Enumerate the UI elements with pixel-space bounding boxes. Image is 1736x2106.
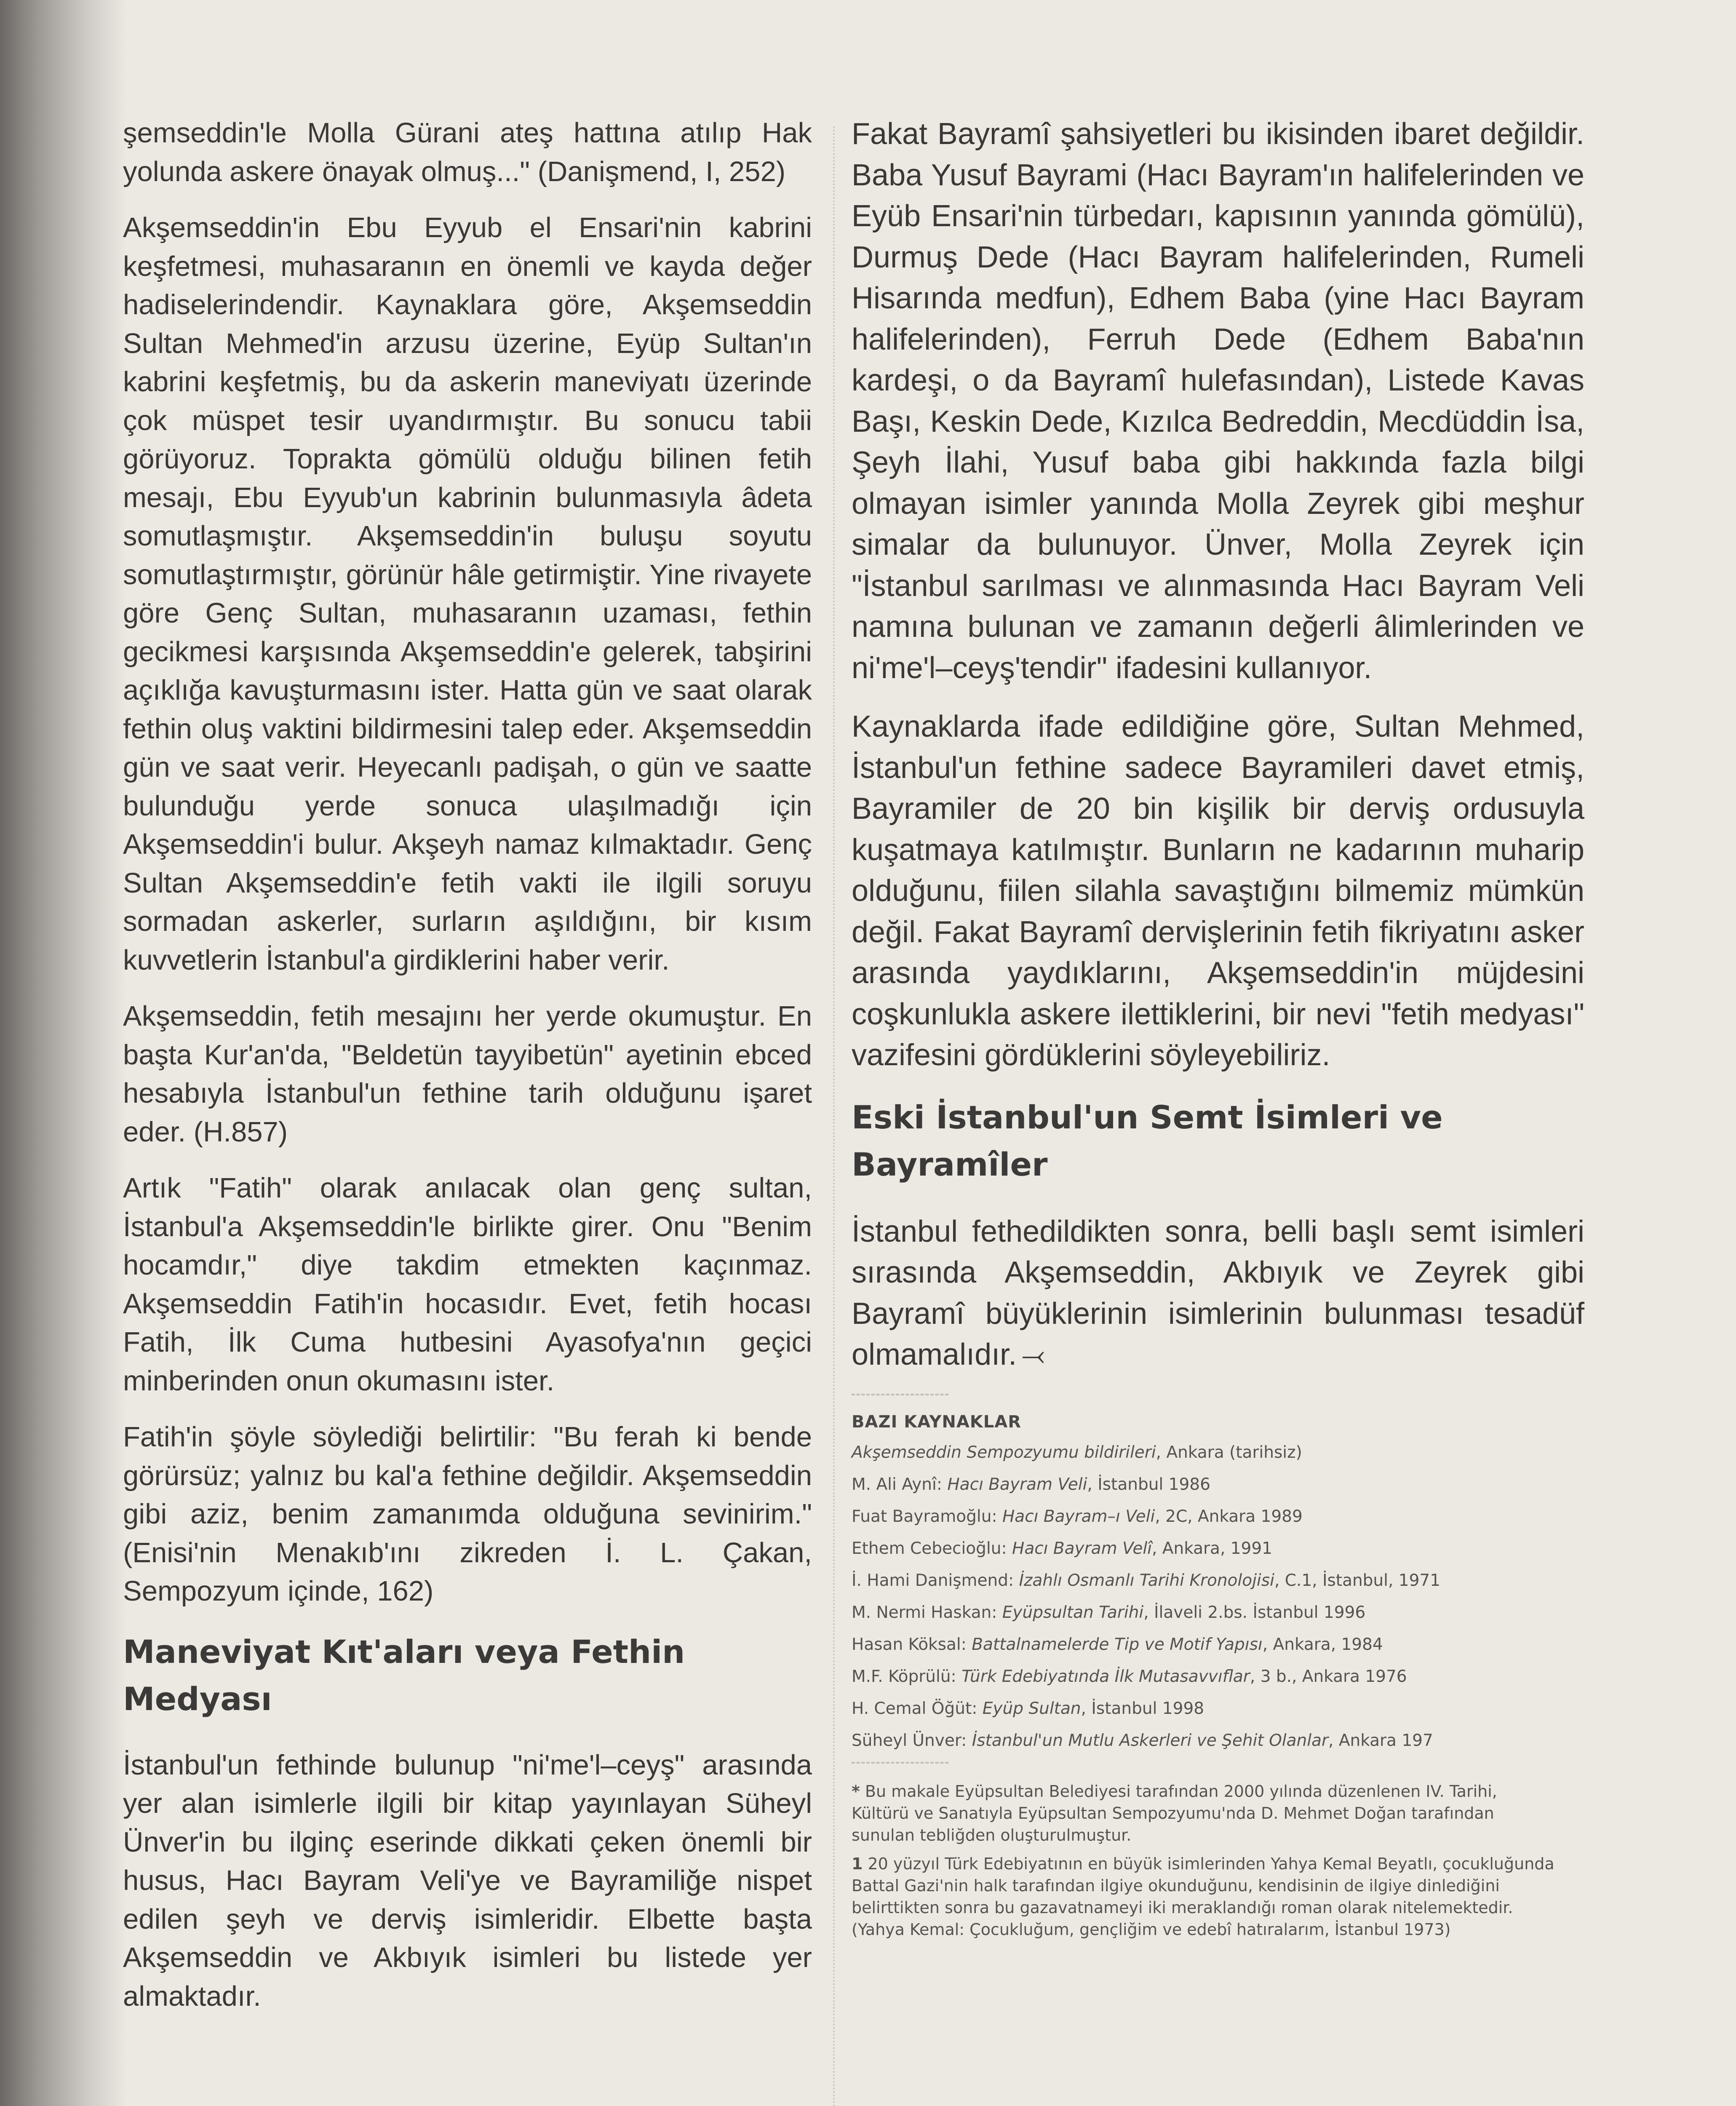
footnote-marker: 1 — [852, 1854, 863, 1873]
references — [852, 1412, 1584, 1752]
reference-details: , Ankara, 1984 — [1262, 1635, 1383, 1654]
reference-details: , İstanbul 1986 — [1087, 1475, 1210, 1494]
reference-details: , C.1, İstanbul, 1971 — [1274, 1571, 1441, 1590]
left-column — [123, 114, 812, 2033]
reference-title: Hacı Bayram Velî — [1012, 1539, 1152, 1558]
reference-item — [852, 1474, 1584, 1496]
reference-author: Süheyl Ünver: — [852, 1731, 972, 1750]
paragraph: Kaynaklarda ifade edildiğine göre, Sultan Mehmed, İstanbul'un fethine sadece Bayramileri davet etmiş, Bayramiler de 20 bin kişilik bir derviş ordusuyla kuşatmaya katılmıştır. Bunların ne kadarının muharip olduğunu, fiilen silahla savaştığını bilmemiz mümkün değil. Fakat Bayramî dervişlerinin fetih fikriyatını asker arasında yaydıklarını, Akşemseddin'in müjdesini coşkunlukla askere ilettiklerini, bir nevi "fetih medyası" vazifesini gördüklerini söyleyebiliriz. — [852, 710, 1584, 1072]
divider — [852, 1394, 948, 1395]
reference-item — [852, 1538, 1584, 1560]
right-column — [852, 114, 1584, 1947]
reference-title: Eyüpsultan Tarihi — [1002, 1603, 1144, 1622]
reference-item — [852, 1698, 1584, 1720]
reference-item — [852, 1634, 1584, 1656]
paragraph-text: İstanbul fethedildikten sonra, belli başlı semt isimleri sırasında Akşemseddin, Akbıyık ve Zeyrek gibi Bayramî büyüklerinin isimlerinin bulunması tesadüf olmamalıdır. — [852, 1214, 1584, 1371]
paragraph: Artık "Fatih" olarak anılacak olan genç sultan, İstanbul'a Akşemseddin'le birlikte girer. Onu "Benim hocamdır," diye takdim etmekten kaçınmaz. Akşemseddin Fatih'in hocasıdır. Evet, fetih hocası Fatih, İlk Cuma hutbesini Ayasofya'nın geçici minberinden onun okumasını ister. — [123, 1172, 812, 1397]
section-heading: Eski İstanbul'un Semt İsimleri ve Bayramîler — [852, 1098, 1443, 1183]
reference-details: , Ankara 197 — [1328, 1731, 1433, 1750]
reference-item — [852, 1442, 1584, 1464]
reference-title: Hacı Bayram–ı Veli — [1002, 1507, 1155, 1526]
reference-item — [852, 1506, 1584, 1528]
reference-title: İstanbul'un Mutlu Askerleri ve Şehit Olanlar — [972, 1731, 1329, 1750]
reference-title: Hacı Bayram Veli — [947, 1475, 1087, 1494]
reference-author: Hasan Köksal: — [852, 1635, 972, 1654]
reference-title: Eyüp Sultan — [982, 1699, 1081, 1718]
paragraph: Fatih'in şöyle söylediği belirtilir: "Bu ferah ki bende görürsüz; yalnız bu kal'a fethine değildir. Akşemseddin gibi aziz, benim zamanımda olduğuna sevinirim." (Enisi'nin Menakıb'ını zikreden İ. L. Çakan, Sempozyum içinde, 162) — [123, 1421, 812, 1607]
reference-author: M. Ali Aynî: — [852, 1475, 948, 1494]
reference-details: , İlaveli 2.bs. İstanbul 1996 — [1143, 1603, 1366, 1622]
reference-item — [852, 1602, 1584, 1624]
reference-details: , 2C, Ankara 1989 — [1155, 1507, 1303, 1526]
column-divider — [833, 126, 835, 2106]
footnote — [852, 1780, 1584, 1846]
end-of-article-icon: ⤙ — [1022, 1339, 1045, 1371]
references-list — [852, 1442, 1584, 1752]
footnote-marker: * — [852, 1782, 860, 1801]
paragraph: şemseddin'le Molla Gürani ateş hattına atılıp Hak yolunda askere önayak olmuş..." (Danişmend, I, 252) — [123, 117, 812, 187]
paragraph — [852, 1211, 1584, 1376]
book-spine-shadow — [0, 0, 126, 2106]
reference-title: Battalnamelerde Tip ve Motif Yapısı — [972, 1635, 1263, 1654]
reference-item — [852, 1570, 1584, 1592]
reference-title: Türk Edebiyatında İlk Mutasavvıflar — [961, 1667, 1250, 1686]
reference-details: , 3 b., Ankara 1976 — [1250, 1667, 1407, 1686]
reference-author: Fuat Bayramoğlu: — [852, 1507, 1002, 1526]
divider — [852, 1762, 948, 1764]
reference-title: İzahlı Osmanlı Tarihi Kronolojisi — [1019, 1571, 1274, 1590]
reference-item — [852, 1730, 1584, 1752]
reference-author: M. Nermi Haskan: — [852, 1603, 1002, 1622]
paragraph: İstanbul'un fethinde bulunup "ni'me'l–ceyş" arasında yer alan isimlerle ilgili bir kitap yayınlayan Süheyl Ünver'in bu ilginç eserinde dikkati çeken önemli bir husus, Hacı Bayram Veli'ye ve Bayramiliğe nispet edilen şeyh ve derviş isimleridir. Elbette başta Akşemseddin ve Akbıyık isimleri bu listede yer almaktadır. — [123, 1749, 812, 2012]
reference-author: Ethem Cebecioğlu: — [852, 1539, 1012, 1558]
reference-details: , Ankara (tarihsiz) — [1156, 1443, 1302, 1462]
section-heading: Maneviyat Kıt'aları veya Fethin Medyası — [123, 1633, 685, 1718]
references-title: BAZI KAYNAKLAR — [852, 1412, 1022, 1432]
footnote-text: Bu makale Eyüpsultan Belediyesi tarafından 2000 yılında düzenlenen IV. Tarihi, Kültürü ve Sanatıyla Eyüpsultan Sempozyumu'nda D. Mehmet Doğan tarafından sunulan tebliğden oluşturulmuştur. — [852, 1782, 1497, 1844]
reference-author: M.F. Köprülü: — [852, 1667, 962, 1686]
reference-author: H. Cemal Öğüt: — [852, 1699, 983, 1718]
reference-author: İ. Hami Danişmend: — [852, 1571, 1019, 1590]
paragraph: Fakat Bayramî şahsiyetleri bu ikisinden ibaret değildir. Baba Yusuf Bayrami (Hacı Bayram'ın halifelerinden ve Eyüb Ensari'nin türbedarı, kapısının yanında gömülü), Durmuş Dede (Hacı Bayram halifelerinden, Rumeli Hisarında medfun), Edhem Baba (yine Hacı Bayram halifelerinden), Ferruh Dede (Edhem Baba'nın kardeşi, o da Bayramî hulefasından), Listede Kavas Başı, Keskin Dede, Kızılca Bedreddin, Mecdüddin İsa, Şeyh İlahi, Yusuf baba gibi hakkında fazla bilgi olmayan isimler yanında Molla Zeyrek gibi meşhur simalar da bulunuyor. Ünver, Molla Zeyrek için "İstanbul sarılması ve alınmasında Hacı Bayram Veli namına bulunan ve zamanın değerli âlimlerinden ve ni'me'l–ceyş'tendir" ifadesini kullanıyor. — [852, 117, 1584, 685]
paragraph: Akşemseddin, fetih mesajını her yerde okumuştur. En başta Kur'an'da, "Beldetün tayyibetün" ayetinin ebced hesabıyla İstanbul'un fethine tarih olduğunu işaret eder. (H.857) — [123, 1000, 812, 1148]
paragraph: Akşemseddin'in Ebu Eyyub el Ensari'nin kabrini keşfetmesi, muhasaranın en önemli ve kayda değer hadiselerindendir. Kaynaklara göre, Akşemseddin Sultan Mehmed'in arzusu üzerine, Eyüp Sultan'ın kabrini keşfetmiş, bu da askerin maneviyatı üzerinde çok müspet tesir uyandırmıştır. Bu sonucu tabii görüyoruz. Toprakta gömülü olduğu bilinen fetih mesajı, Ebu Eyyub'un kabrinin bulunmasıyla âdeta somutlaşmıştır. Akşemseddin'in buluşu soyutu somutlaştırmıştır, görünür hâle getirmiştir. Yine rivayete göre Genç Sultan, muhasaranın uzaması, fethin gecikmesi karşısında Akşemseddin'e gelerek, tabşirini açıklığa kavuşturmasını ister. Hatta gün ve saat olarak fethin oluş vaktini bildirmesini talep eder. Akşemseddin gün ve saat verir. Heyecanlı padişah, o gün ve saatte bulunduğu yerde sonuca ulaşılmadığı için Akşemseddin'i bulur. Akşeyh namaz kılmaktadır. Genç Sultan Akşemseddin'e fetih vakti ile ilgili soruyu sormadan askerler, surların aşıldığını, bir kısım kuvvetlerin İstanbul'a girdiklerini haber verir. — [123, 212, 812, 976]
footnote — [852, 1853, 1584, 1940]
reference-item — [852, 1666, 1584, 1688]
reference-details: , Ankara, 1991 — [1152, 1539, 1272, 1558]
footnotes — [852, 1780, 1584, 1940]
reference-title: Akşemseddin Sempozyumu bildirileri — [852, 1443, 1156, 1462]
footnote-text: 20 yüzyıl Türk Edebiyatının en büyük isimlerinden Yahya Kemal Beyatlı, çocukluğunda Battal Gazi'nin halk tarafından ilgiye okunduğunu, kendisinin de ilgiye dinlediğini belirttikten sonra bu gazavatnameyi iki meraklandığı roman olarak nitelemektedir. (Yahya Kemal: Çocukluğum, gençliğim ve edebî hatıralarım, İstanbul 1973) — [852, 1854, 1554, 1939]
reference-details: , İstanbul 1998 — [1081, 1699, 1205, 1718]
